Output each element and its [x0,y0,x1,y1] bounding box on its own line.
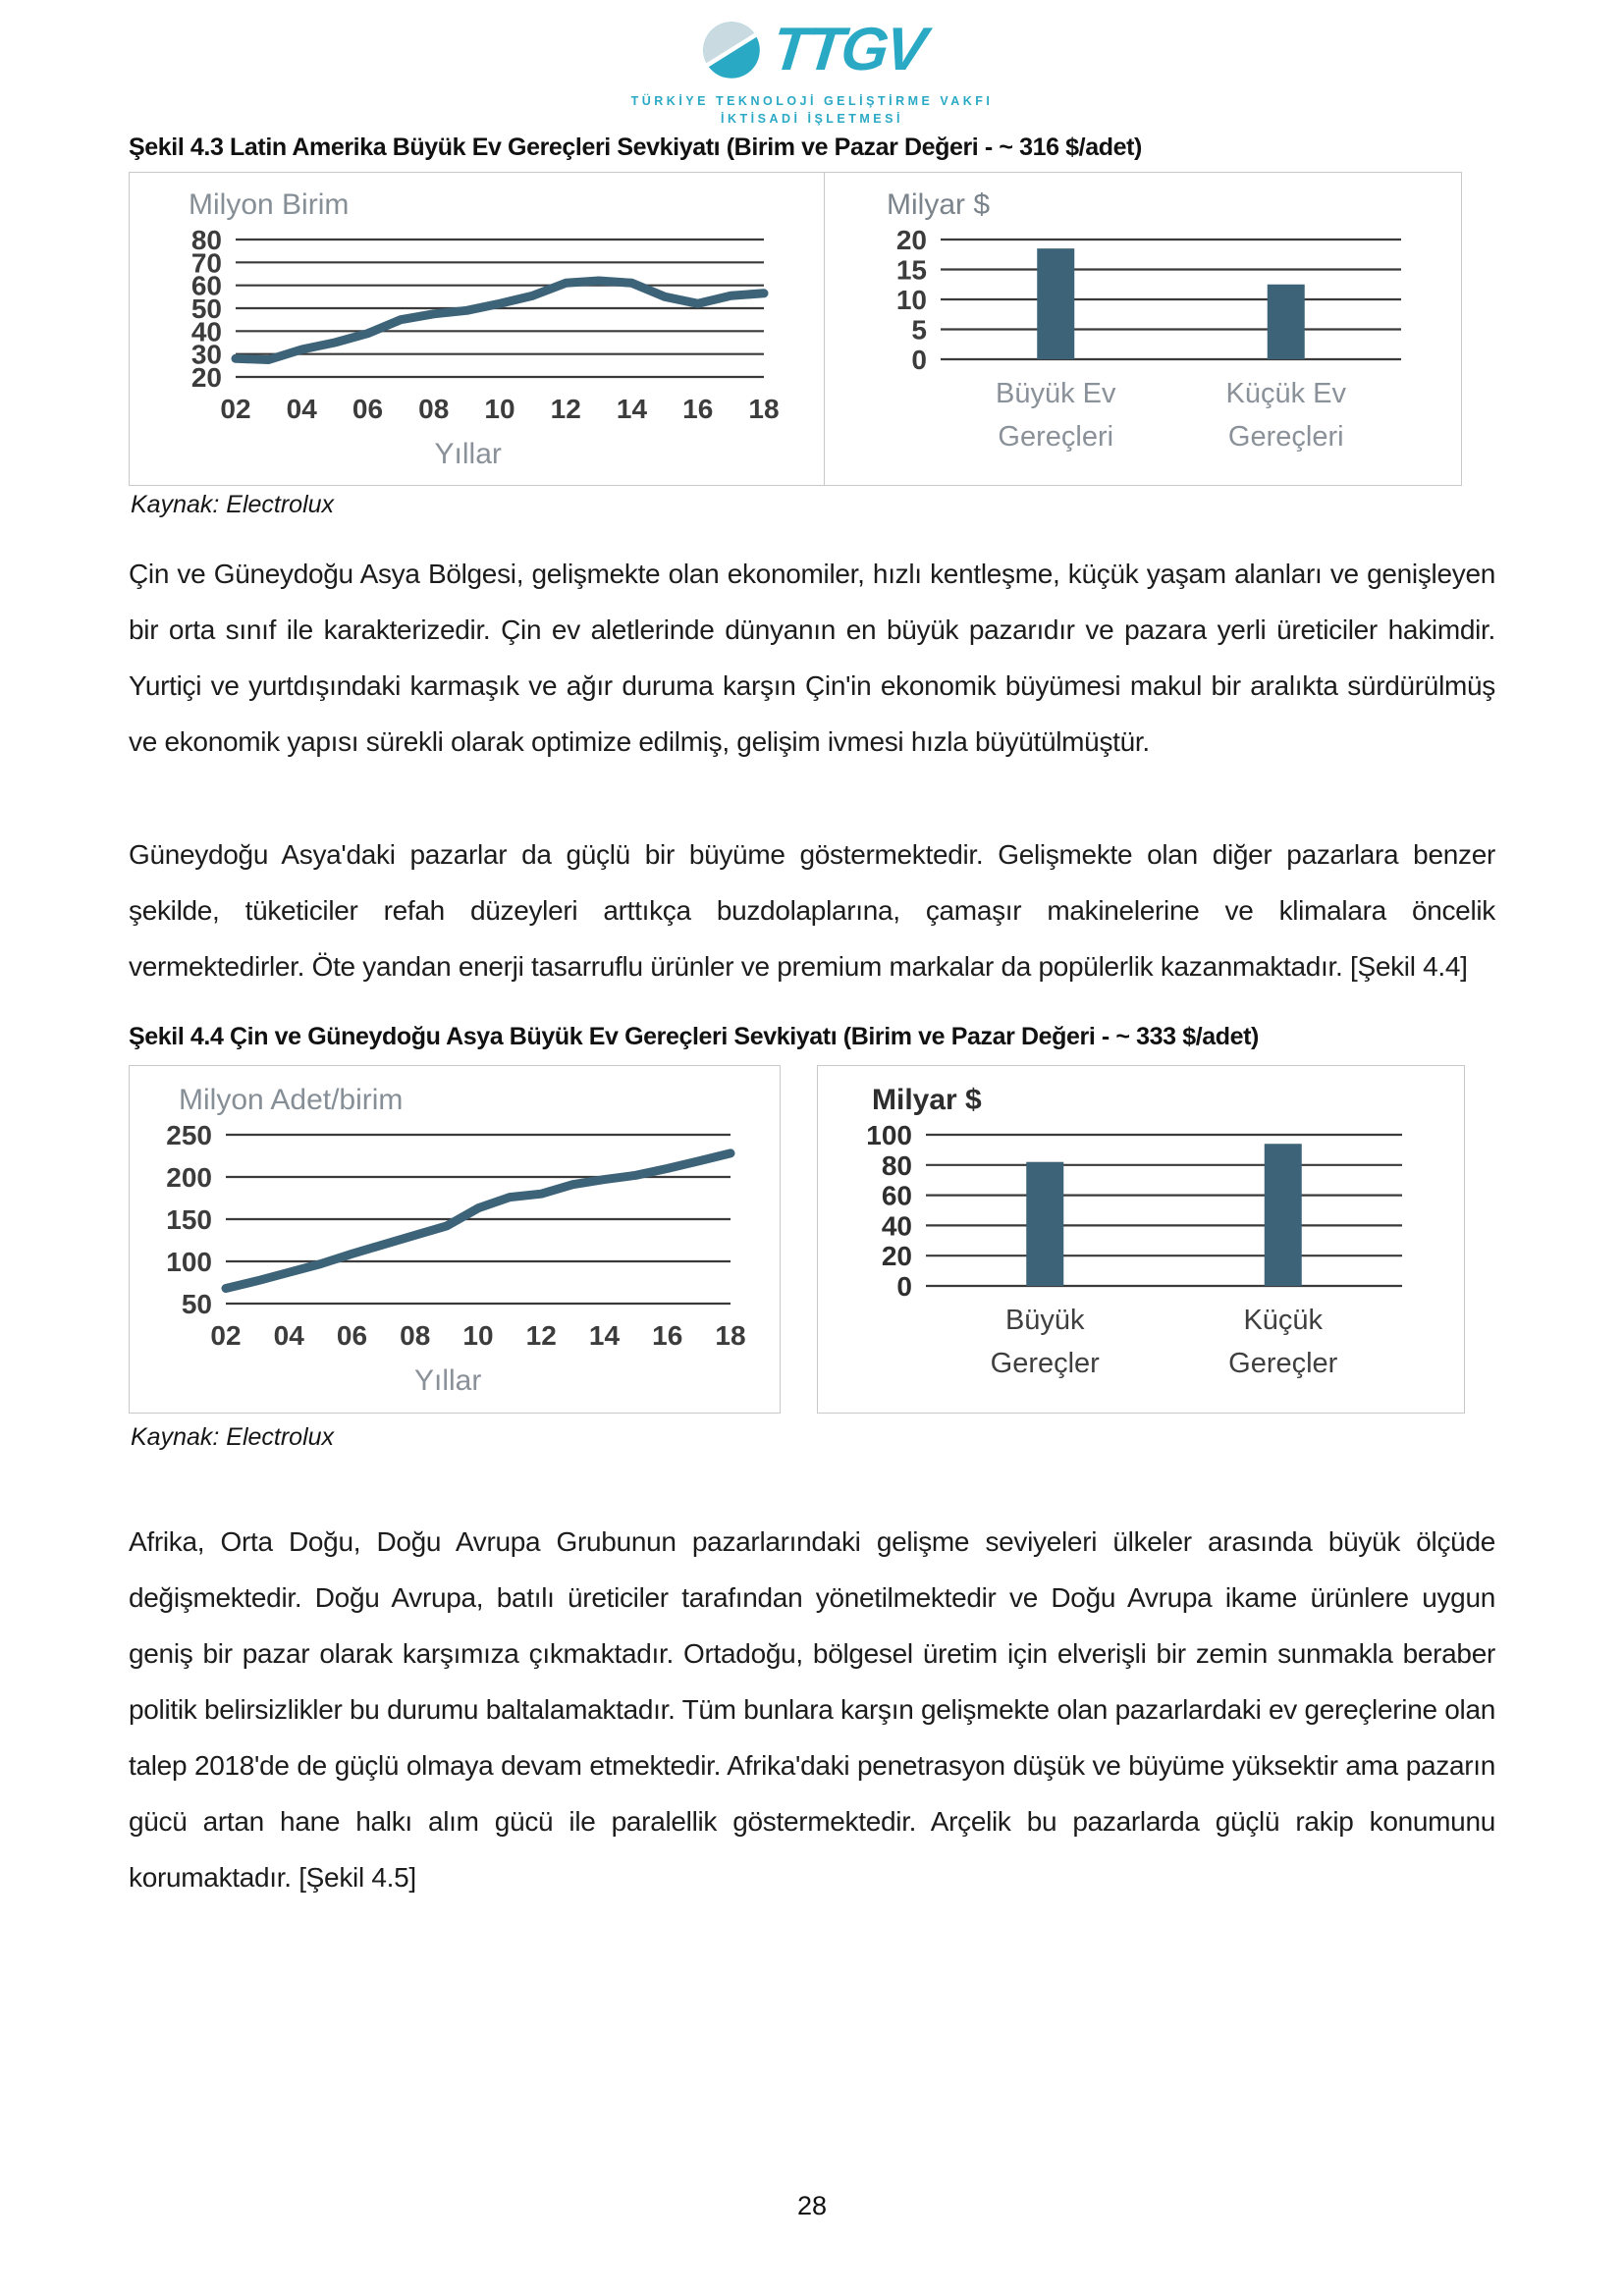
figure-4-3-source: Kaynak: Electrolux [131,491,335,518]
svg-text:250: 250 [166,1120,212,1150]
svg-text:14: 14 [616,394,648,424]
fig43-bar-chart [842,179,1445,475]
svg-text:04: 04 [286,394,317,424]
svg-text:80: 80 [190,225,222,255]
svg-text:60: 60 [881,1180,912,1211]
svg-text:Milyar $: Milyar $ [887,188,991,221]
svg-text:02: 02 [220,394,251,424]
logo-subtitle-line2: İKTİSADİ İŞLETMESİ [721,112,903,126]
svg-text:18: 18 [748,394,780,424]
svg-text:50: 50 [181,1289,212,1319]
svg-text:40: 40 [881,1210,912,1242]
fig44-bar-chart [828,1074,1446,1402]
svg-text:16: 16 [682,394,714,424]
svg-text:100: 100 [166,1247,212,1277]
svg-text:04: 04 [273,1320,304,1351]
svg-text:Milyon Birim: Milyon Birim [189,188,350,221]
paragraph-2: Güneydoğu Asya'daki pazarlar da güçlü bir büyüme göstermektedir. Gelişmekte olan diğer pazarlara benzer şekilde, tüketiciler refah düzeyleri arttıkça buzdolaplarına, çamaşır makinelerine ve klimalara öncelik vermektedirler. Öte yandan enerji tasarruflu ürünler ve premium markalar da popülerlik kazanmaktadır. [Şekil 4.4] [129,839,1495,982]
svg-text:100: 100 [866,1120,912,1150]
svg-text:30: 30 [190,339,222,370]
figure-4-4-title: Şekil 4.4 Çin ve Güneydoğu Asya Büyük Ev Gereçleri Sevkiyatı (Birim ve Pazar Değeri - ~ 333 $/adet) [129,1023,1259,1050]
svg-text:80: 80 [881,1149,912,1181]
svg-text:08: 08 [400,1320,431,1351]
svg-text:20: 20 [190,362,222,393]
svg-text:20: 20 [895,225,927,255]
svg-text:20: 20 [881,1241,912,1272]
svg-text:12: 12 [525,1320,557,1351]
svg-text:Büyük: Büyük [1004,1305,1085,1336]
fig43-line-chart [147,179,803,475]
figure-4-4-bar-panel [817,1065,1465,1414]
ttgv-logo-acronym: TTGV [769,16,928,83]
paragraph-3: Afrika, Orta Doğu, Doğu Avrupa Grubunun pazarlarındaki gelişme seviyeleri ülkeler arasında büyük ölçüde değişmektedir. Doğu Avrupa, batılı üreticiler tarafından yönetilmektedir ve Doğu Avrupa ikame ürünlere uygun geniş bir pazar olarak karşımıza çıkmaktadır. Ortadoğu, bölgesel üretim için elverişli bir zemin sunmakla beraber politik belirsizlikler bu durumu baltalamaktadır. Tüm bunlara karşın gelişmekte olan pazarlardaki ev gereçlerine olan talep 2018'de de güçlü olmaya devam etmektedir. Afrika'daki penetrasyon düşük ve büyüme yüksektir ama pazarın gücü artan hane halkı alım gücü ile paralellik göstermektedir. Arçelik bu pazarlarda güçlü rakip konumunu korumaktadır. [Şekil 4.5] [129,1526,1495,1893]
svg-text:16: 16 [652,1320,683,1351]
svg-text:Gereçler: Gereçler [1228,1348,1338,1379]
svg-text:0: 0 [896,1271,912,1302]
svg-text:Gereçler: Gereçler [990,1348,1100,1379]
svg-text:06: 06 [336,1320,368,1351]
svg-text:10: 10 [895,285,927,315]
figure-4-4-source: Kaynak: Electrolux [131,1423,335,1451]
svg-text:40: 40 [190,316,222,347]
svg-text:Küçük Ev: Küçük Ev [1225,378,1346,409]
figure-4-3-panel [129,172,1462,486]
figure-4-4-line-panel [129,1065,781,1414]
svg-text:08: 08 [418,394,450,424]
svg-text:5: 5 [911,314,927,346]
svg-text:12: 12 [550,394,581,424]
figure-4-3-panel-divider [824,173,825,485]
svg-text:Gereçleri: Gereçleri [998,421,1114,453]
svg-text:10: 10 [484,394,515,424]
svg-text:Büyük Ev: Büyük Ev [996,378,1116,409]
paragraph-1: Çin ve Güneydoğu Asya Bölgesi, gelişmekte olan ekonomiler, hızlı kentleşme, küçük yaşam alanları ve genişleyen bir orta sınıf ile karakterizedir. Çin ev aletlerinde dünyanın en büyük pazarıdır ve pazara yerli üreticiler hakimdir. Yurtiçi ve yurtdışındaki karmaşık ve ağır duruma karşın Çin'in ekonomik büyümesi makul bir aralıkta sürdürülmüş ve ekonomik yapısı sürekli olarak optimize edilmiş, gelişim ivmesi hızla büyütülmüştür. [129,559,1495,757]
svg-text:0: 0 [911,345,927,375]
ttgv-logo-icon [700,19,763,81]
svg-text:60: 60 [190,270,222,301]
svg-text:Gereçleri: Gereçleri [1227,421,1344,453]
logo-subtitle-line1: TÜRKİYE TEKNOLOJİ GELİŞTİRME VAKFI [630,94,994,108]
svg-text:150: 150 [166,1204,212,1235]
svg-text:50: 50 [190,294,222,324]
svg-text:Milyon Adet/birim: Milyon Adet/birim [179,1084,404,1116]
svg-text:Küçük: Küçük [1243,1305,1324,1336]
svg-text:10: 10 [462,1320,494,1351]
svg-text:18: 18 [715,1320,746,1351]
svg-text:70: 70 [190,247,222,279]
svg-text:Milyar $: Milyar $ [872,1084,982,1116]
svg-text:15: 15 [895,254,927,286]
page-number: 28 [796,2191,828,2220]
svg-text:200: 200 [166,1162,212,1193]
svg-text:Yıllar: Yıllar [413,1364,482,1397]
figure-4-3-title: Şekil 4.3 Latin Amerika Büyük Ev Gereçleri Sevkiyatı (Birim ve Pazar Değeri - ~ 316 $/adet) [129,133,1142,161]
ttgv-logo [0,12,1624,126]
fig44-line-chart [137,1074,770,1402]
svg-text:Yıllar: Yıllar [434,438,502,470]
svg-text:14: 14 [588,1320,621,1351]
svg-text:02: 02 [210,1320,242,1351]
svg-text:06: 06 [352,394,384,424]
